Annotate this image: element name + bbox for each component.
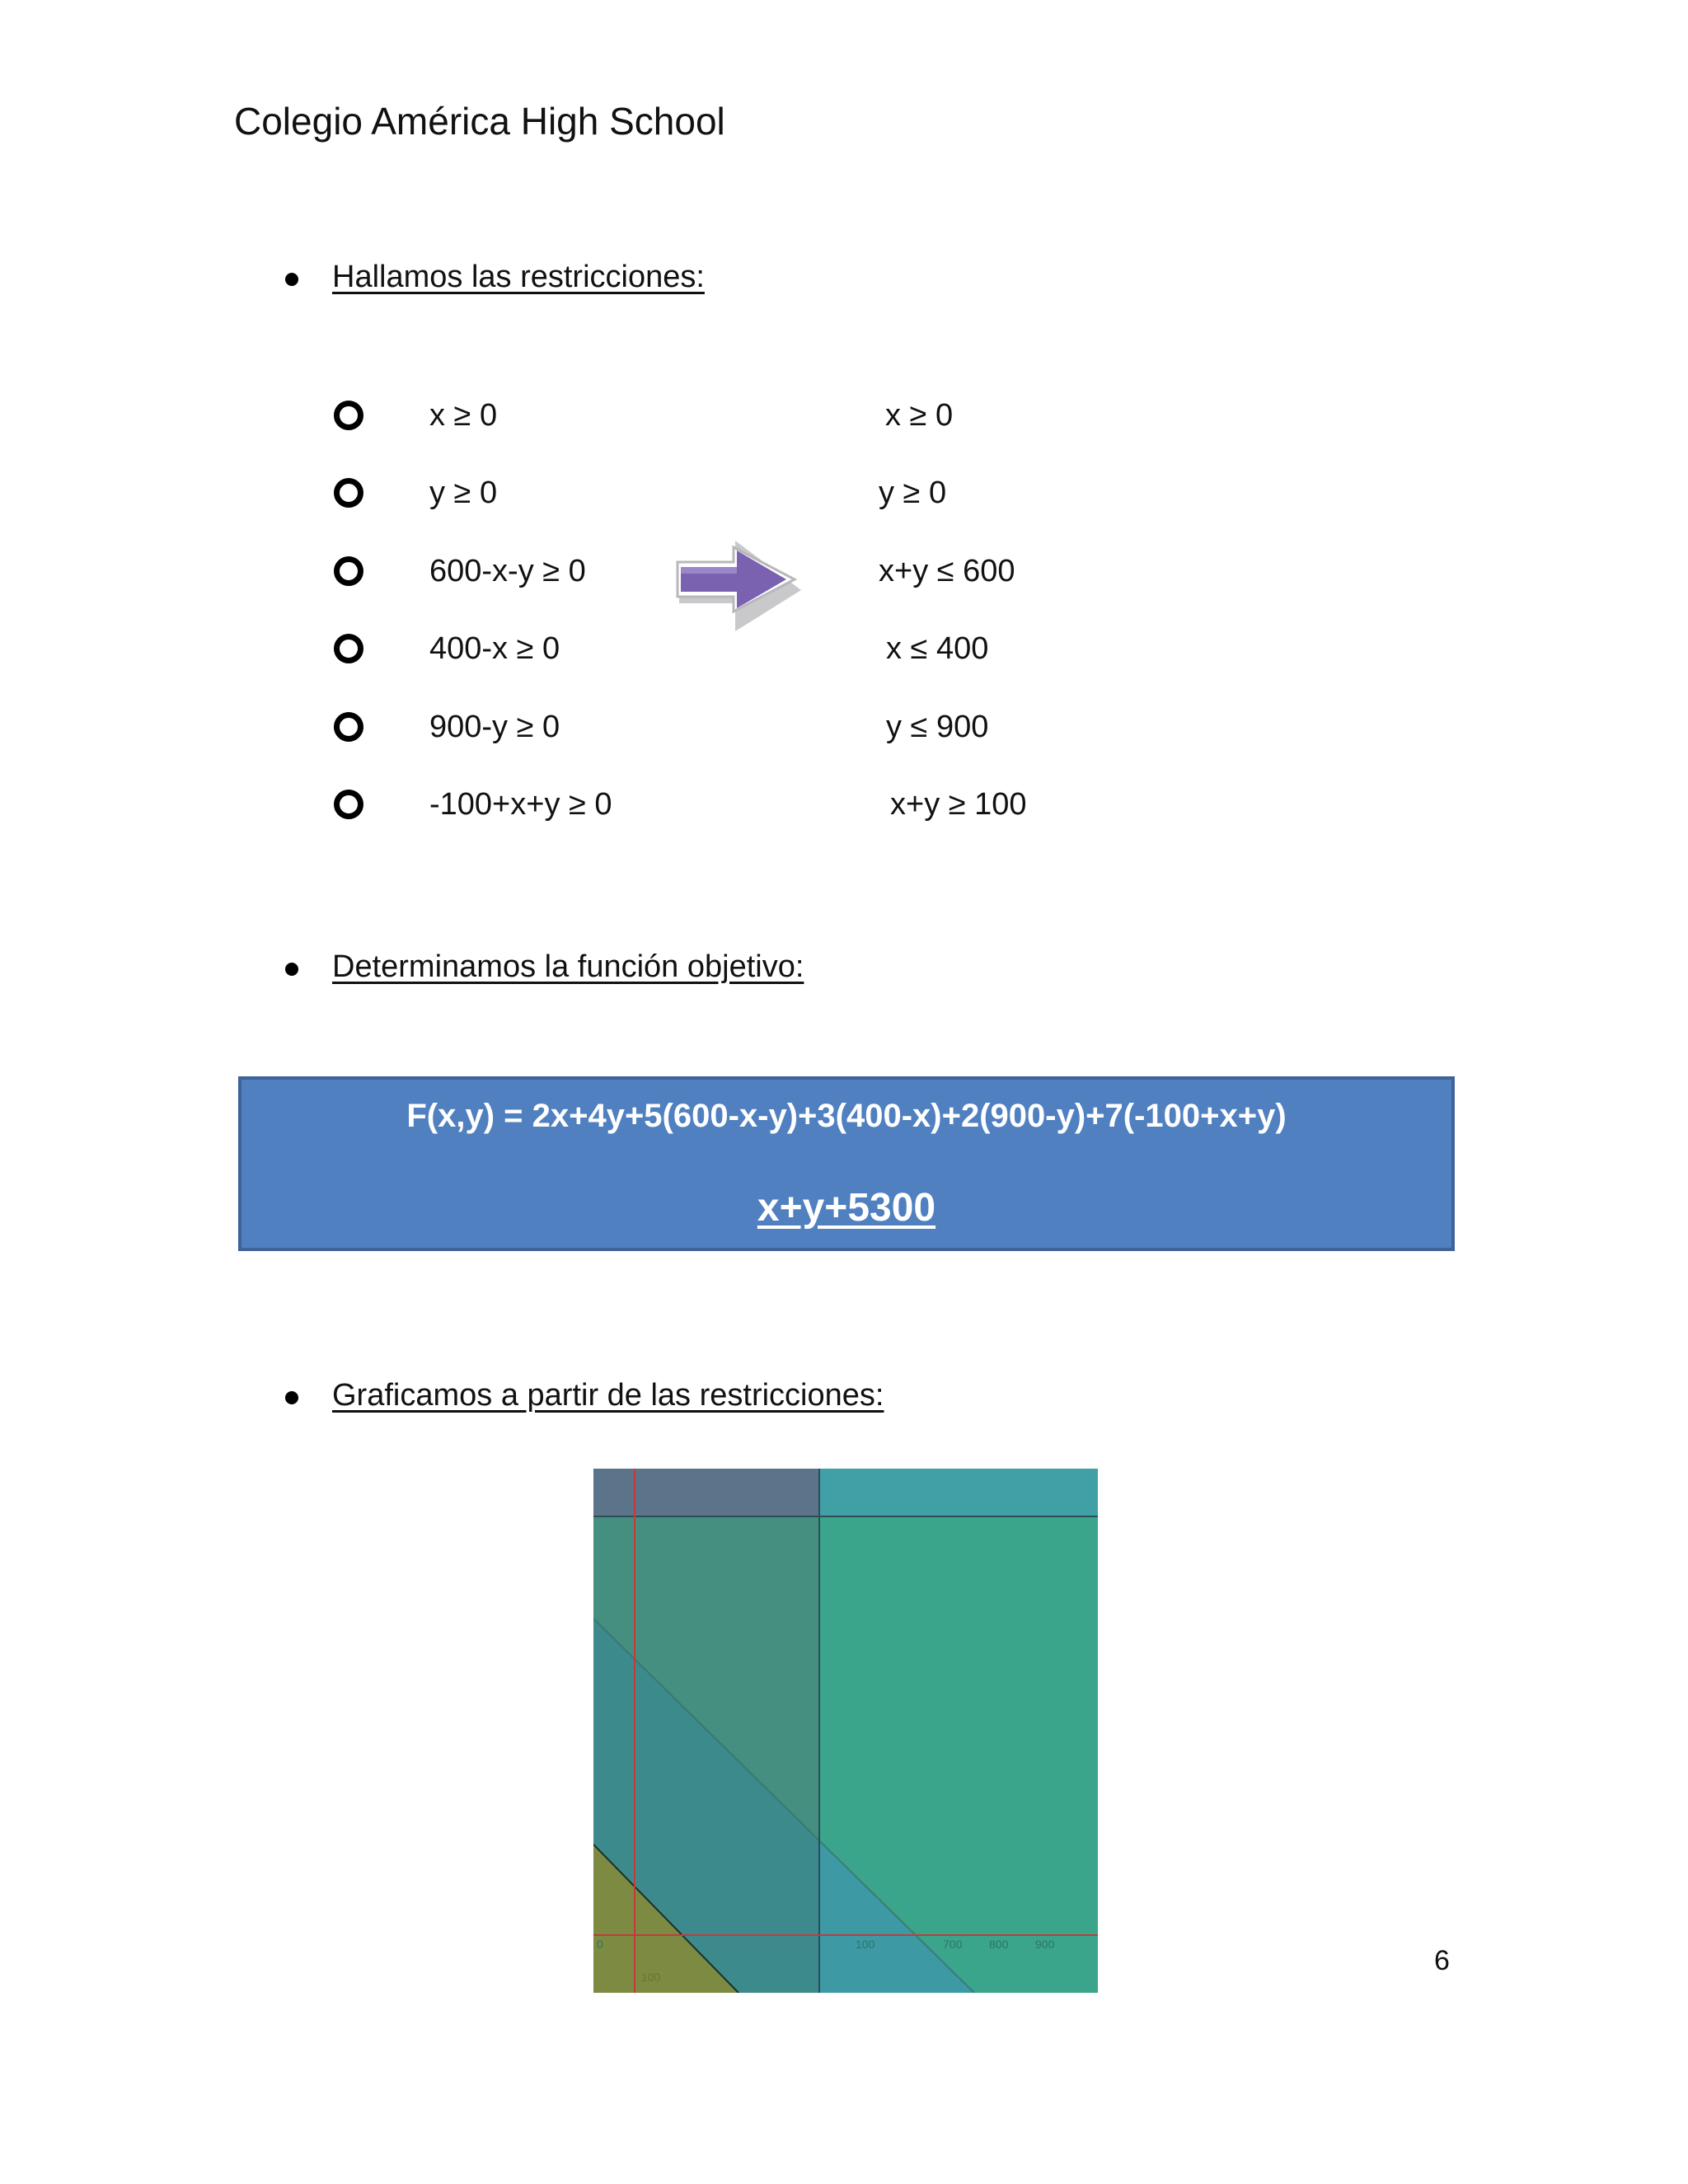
- restriction-right: y ≥ 0: [879, 476, 947, 510]
- restriction-right: x ≤ 400: [886, 631, 989, 666]
- y-tick-label: 100: [641, 1971, 661, 1984]
- objective-function-box: [238, 1076, 1455, 1251]
- x-tick-label: 100: [856, 1938, 875, 1951]
- circle-bullet-icon: [334, 634, 363, 663]
- restriction-right: x ≥ 0: [885, 398, 954, 433]
- restriction-left: 600-x-y ≥ 0: [429, 554, 586, 588]
- bullet-icon: [285, 1391, 298, 1404]
- x-tick-label: 0: [597, 1938, 603, 1951]
- bullet-icon: [285, 963, 298, 976]
- section-title-restricciones: Hallamos las restricciones:: [332, 260, 705, 294]
- bullet-icon: [285, 273, 298, 286]
- page-header-title: Colegio América High School: [234, 100, 725, 143]
- restriction-left: -100+x+y ≥ 0: [429, 787, 612, 822]
- x-tick-label: 900: [1035, 1938, 1055, 1951]
- restriction-left: x ≥ 0: [429, 398, 498, 433]
- section-title-grafica: Graficamos a partir de las restricciones:: [332, 1378, 884, 1413]
- right-arrow-icon: [671, 527, 803, 631]
- x-tick-label: 800: [989, 1938, 1009, 1951]
- restriction-left: 400-x ≥ 0: [429, 631, 560, 666]
- region-top-left: [593, 1469, 819, 1516]
- restriction-right: x+y ≥ 100: [890, 787, 1027, 822]
- circle-bullet-icon: [334, 556, 363, 586]
- x-tick-label: 700: [943, 1938, 963, 1951]
- objective-formula: F(x,y) = 2x+4y+5(600-x-y)+3(400-x)+2(900-y)+7(-100+x+y): [406, 1098, 1287, 1134]
- section-title-funcion-objetivo: Determinamos la función objetivo:: [332, 949, 804, 984]
- circle-bullet-icon: [334, 478, 363, 508]
- page-number: 6: [1434, 1945, 1450, 1976]
- restriction-right: x+y ≤ 600: [879, 554, 1015, 588]
- restriction-left: y ≥ 0: [429, 476, 498, 510]
- feasible-region-graph: [593, 1469, 1098, 1993]
- circle-bullet-icon: [334, 790, 363, 819]
- circle-bullet-icon: [334, 401, 363, 430]
- restriction-left: 900-y ≥ 0: [429, 710, 560, 744]
- objective-result: x+y+5300: [757, 1186, 936, 1230]
- circle-bullet-icon: [334, 712, 363, 742]
- restriction-right: y ≤ 900: [886, 710, 989, 744]
